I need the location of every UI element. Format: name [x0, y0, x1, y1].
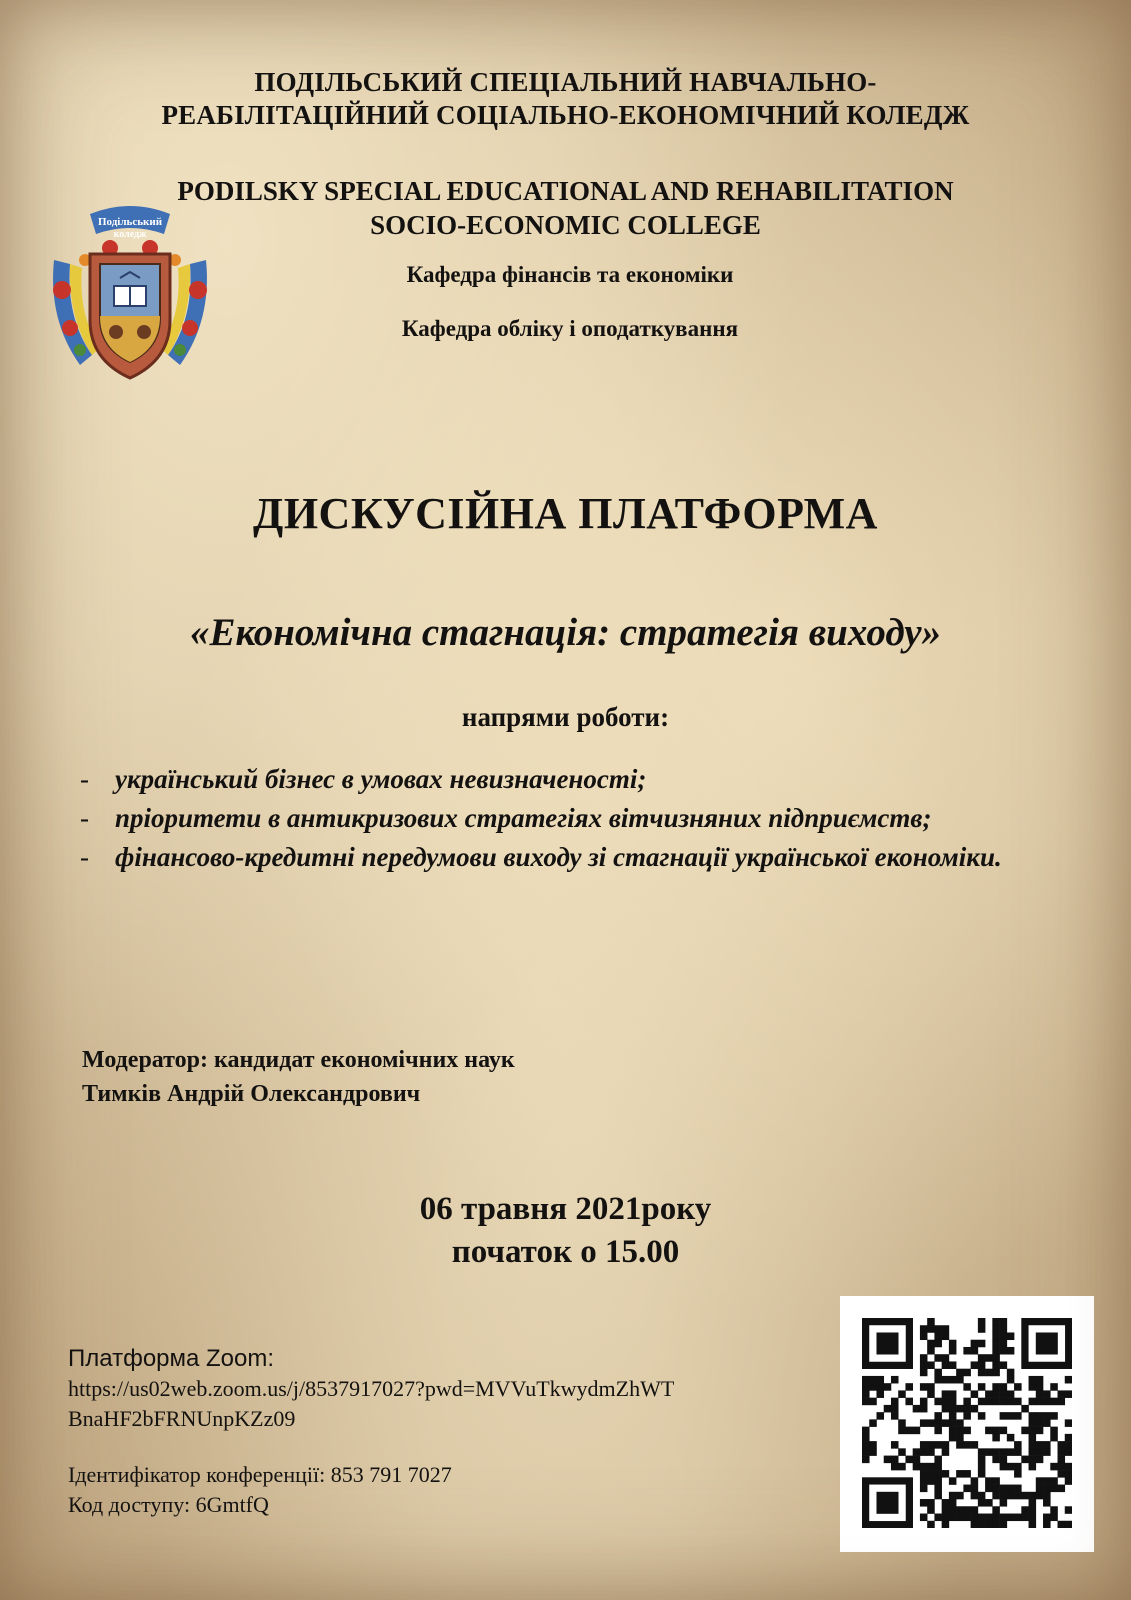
- college-emblem-icon: [40, 200, 220, 385]
- qr-code[interactable]: [840, 1296, 1094, 1552]
- list-item: [80, 799, 1060, 838]
- list-bullet: -: [80, 764, 89, 794]
- svg-text:Подільський: Подільський: [97, 216, 163, 228]
- qr-code-icon: [862, 1318, 1072, 1528]
- list-bullet: -: [80, 842, 89, 872]
- event-time: початок о 15.00: [451, 1234, 680, 1270]
- event-subtitle: «Економічна стагнація: стратегія виходу»: [189, 611, 942, 654]
- college-name-en-line2: SOCIO-ECONOMIC COLLEGE: [370, 210, 761, 240]
- zoom-info: [68, 1344, 828, 1520]
- zoom-platform-label: Платформа Zoom:: [68, 1345, 275, 1372]
- moderator-info: [82, 1043, 515, 1111]
- directions-heading: напрями роботи:: [461, 702, 670, 732]
- zoom-link[interactable]: [68, 1374, 828, 1434]
- directions-list: [80, 760, 1060, 877]
- college-name-en-line1: PODILSKY SPECIAL EDUCATIONAL AND REHABILITATION: [177, 176, 954, 206]
- zoom-url-line1[interactable]: https://us02web.zoom.us/j/8537917027?pwd=MVVuTkwydmZhWT: [68, 1376, 675, 1401]
- access-code: Код доступу: 6GmtfQ: [68, 1492, 269, 1517]
- zoom-url-line2[interactable]: BnaHF2bFRNUnpKZz09: [68, 1406, 296, 1431]
- direction-text: фінансово-кредитні передумови виходу зі стагнації української економіки.: [115, 842, 1002, 872]
- list-item: [80, 760, 1060, 799]
- college-name-ua-line1: ПОДІЛЬСЬКИЙ СПЕЦІАЛЬНИЙ НАВЧАЛЬНО-: [254, 67, 877, 97]
- event-datetime: [60, 1188, 1071, 1274]
- direction-text: українcький бізнес в умовах невизначеності;: [115, 764, 647, 794]
- list-item: [80, 838, 1060, 877]
- svg-text:коледж: коледж: [113, 229, 147, 240]
- department-finance: Кафедра фінансів та економіки: [406, 262, 734, 287]
- event-date: 06 травня 2021року: [419, 1191, 712, 1227]
- list-bullet: -: [80, 803, 89, 833]
- conference-id: Ідентифікатор конференції: 853 791 7027: [68, 1462, 452, 1487]
- page-title: ДИСКУСІЙНА ПЛАТФОРМА: [253, 489, 878, 538]
- moderator-name: Тимків Андрій Олександрович: [82, 1081, 421, 1107]
- direction-text: пріоритети в антикризових стратегіях вітчизняних підприємств;: [115, 803, 932, 833]
- department-accounting: Кафедра обліку і оподаткування: [401, 316, 739, 341]
- college-name-ua-line2: РЕАБІЛІТАЦІЙНИЙ СОЦІАЛЬНО-ЕКОНОМІЧНИЙ КОЛЕДЖ: [161, 100, 970, 130]
- moderator-title: Модератор: кандидат економічних наук: [82, 1047, 515, 1073]
- college-name-ua: [60, 66, 1071, 132]
